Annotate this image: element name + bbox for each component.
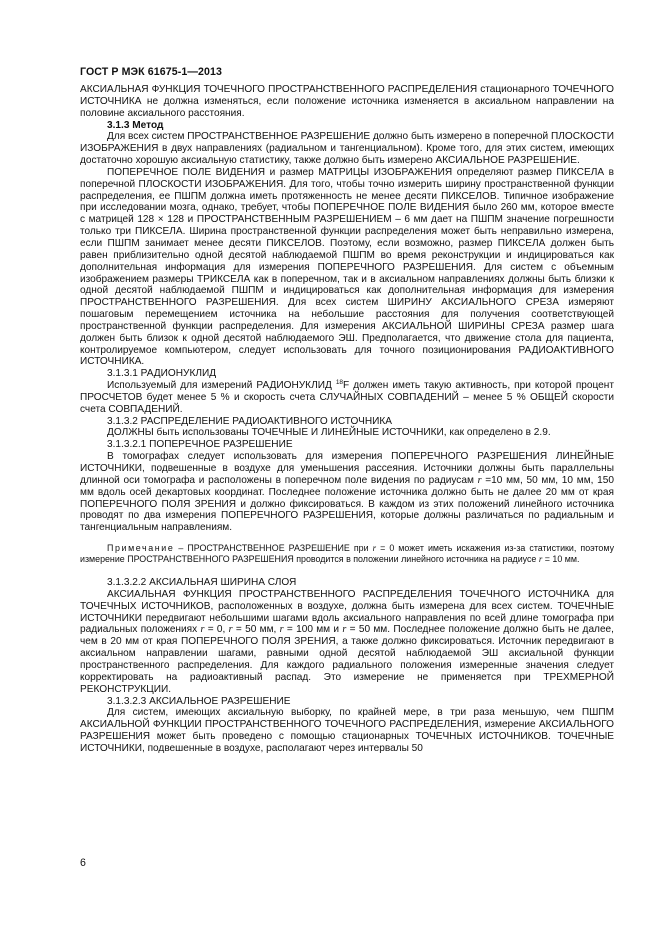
radionuclide-text-before: Используемый для измерений РАДИОНУКЛИД [107, 380, 336, 392]
radius-symbol: r [279, 624, 284, 636]
radius-symbol: r [228, 624, 233, 636]
paragraph-radionuclide-activity [80, 380, 614, 416]
note-label: Примечание [107, 543, 175, 554]
document-header: ГОСТ Р МЭК 61675-1—2013 [80, 66, 223, 78]
axial-text-a: АКСИАЛЬНАЯ ФУНКЦИЯ ПРОСТРАНСТВЕННОГО РАСПРЕДЕЛЕНИЯ ТОЧЕЧНОГО ИСТОЧНИКА для ТОЧЕЧНЫХ ИСТОЧНИКОВ, расположенных в воздухе, должна быть измерена для всех систем. ТОЧЕЧНЫЕ ИСТОЧНИКИ передвигают небольшими шагами вдоль аксиального направления по всей длине томографа при радиальных положениях [80, 588, 614, 636]
radionuclide-text-after: F должен иметь такую активность, при которой процент ПРОСЧЕТОВ будет менее 5 % и скорость счета СЛУЧАЙНЫХ СОВПАДЕНИЙ – менее 5 % ОБЩЕЙ скорости счета СОВПАДЕНИЙ. [80, 380, 614, 415]
radius-symbol: r [372, 543, 377, 554]
spacer [80, 565, 614, 577]
axial-text-e: = 50 мм. Последнее положение должно быть не далее, чем в 20 мм от края ПОПЕРЕЧНОГО ПОЛЯ ЗРЕНИЯ, а также должно фиксироваться. Источник передвигают в аксиальном направлении шагами, равными одной десятой наблюдаемой ЭШ аксиальной функции пространственного распределения. Для каждого радиального положения измеренные значения следует корректировать на радиоактивный распад. Это измерение не применяется при ТРЕХМЕРНОЙ РЕКОНСТРУКЦИИ. [80, 624, 614, 695]
axial-text-d: = 100 мм и [283, 624, 343, 636]
note-text-b: = 0 может иметь искажения из-за статистики, поэтому измерение ПРОСТРАНСТВЕННОГО РАЗРЕШЕНИЯ проводится в положении линейного источника на радиусе [80, 543, 615, 565]
paragraph-axial-sampling: Для систем, имеющих аксиальную выборку, по крайней мере, в три раза меньшую, чем ПШПМ АКСИАЛЬНОЙ ФУНКЦИИ ПРОСТРАНСТВЕННОГО ТОЧЕЧНОГО РАСПРЕДЕЛЕНИЯ, измерение АКСИАЛЬНОГО РАЗРЕШЕНИЯ может быть проведено с помощью стационарных ТОЧЕЧНЫХ ИСТОЧНИКОВ. ТОЧЕЧНЫЕ ИСТОЧНИКИ, подвешенные в воздухе, располагают через интервалы 50 [80, 707, 614, 754]
document-body [80, 84, 614, 755]
note-text-a: – ПРОСТРАНСТВЕННОЕ РАЗРЕШЕНИЕ при [174, 543, 373, 554]
radius-symbol: r [477, 474, 482, 486]
section-heading-3-1-3-2-source-distribution: 3.1.3.2 РАСПРЕДЕЛЕНИЕ РАДИОАКТИВНОГО ИСТОЧНИКА [107, 415, 392, 427]
paragraph-spatial-resolution-directions: Для всех систем ПРОСТРАНСТВЕННОЕ РАЗРЕШЕНИЕ должно быть измерено в поперечной ПЛОСКОСТИ ИЗОБРАЖЕНИЯ в двух направлениях (радиальном и тангенциальном). Кроме того, для этих систем, имеющих достаточно хорошую аксиальную статистику, также должно быть измерено АКСИАЛЬНОЕ РАЗРЕШЕНИЕ. [80, 131, 614, 167]
section-heading-3-1-3-1-radionuclide: 3.1.3.1 РАДИОНУКЛИД [107, 368, 217, 380]
paragraph-point-and-line-sources: ДОЛЖНЫ быть использованы ТОЧЕЧНЫЕ И ЛИНЕЙНЫЕ ИСТОЧНИКИ, как определено в 2.9. [107, 427, 551, 439]
axial-text-b: = 0, [204, 624, 229, 636]
line-sources-text-before: В томографах следует использовать для измерения ПОПЕРЕЧНОГО РАЗРЕШЕНИЯ ЛИНЕЙНЫЕ ИСТОЧНИКИ, подвешенные в воздухе для уменьшения рассеяния. Источники должны быть параллельны длинной оси томографа и расположены в поперечном поле видения по радиусам [80, 451, 614, 486]
paragraph-axial-function-point-sources [80, 589, 614, 696]
note-text-c: = 10 мм. [542, 554, 580, 565]
section-heading-3-1-3-2-2-axial-slice-width: 3.1.3.2.2 АКСИАЛЬНАЯ ШИРИНА СЛОЯ [107, 577, 297, 589]
paragraph-axial-function-continued: АКСИАЛЬНАЯ ФУНКЦИЯ ТОЧЕЧНОГО ПРОСТРАНСТВЕННОГО РАСПРЕДЕЛЕНИЯ стационарного ТОЧЕЧНОГО ИСТОЧНИКА не должна изменяться, если положение источника изменяется в аксиальном направлении на половине аксиального расстояния. [80, 84, 614, 119]
radius-symbol: r [200, 624, 205, 636]
section-heading-3-1-3-2-3-axial-resolution: 3.1.3.2.3 АКСИАЛЬНОЕ РАЗРЕШЕНИЕ [107, 695, 291, 707]
radius-symbol: r [538, 554, 543, 565]
section-heading-3-1-3-method: 3.1.3 Метод [107, 119, 164, 131]
page-number: 6 [80, 857, 86, 869]
note-paragraph [80, 543, 614, 565]
isotope-mass-number: 18 [335, 379, 344, 387]
paragraph-field-of-view-matrix: ПОПЕРЕЧНОЕ ПОЛЕ ВИДЕНИЯ и размер МАТРИЦЫ ИЗОБРАЖЕНИЯ определяют размер ПИКСЕЛА в поперечной ПЛОСКОСТИ ИЗОБРАЖЕНИЯ. Для того, чтобы точно измерить ширину пространственной функции распределения, ее ПШПМ должна иметь протяженность не менее десяти ПИКСЕЛОВ. Типичное изображение при исследовании мозга, однако, требует, чтобы ПОПЕРЕЧНОЕ ПОЛЕ ВИДЕНИЯ было 260 мм, которое вместе с матрицей 128 × 128 и ПРОСТРАНСТВЕННЫМ РАЗРЕШЕНИЕМ – 6 мм дает на ПШПМ значение погрешности только три ПИКСЕЛА. Ширина пространственной функции распределения может быть неправильно измерена, если ПШПМ занимает менее десяти ПИКСЕЛОВ. Поэтому, если возможно, размер ПИКСЕЛА должен быть равен приблизительно одной десятой наблюдаемой ПШПМ во время реконструкции и индицироваться как дополнительная информация для измерения ПОПЕРЕЧНОГО РАЗРЕШЕНИЯ. Для систем с объемным изображением размеры ТРИКСЕЛА как в поперечном, так и в аксиальном направлениях должны быть близки к одной десятой наблюдаемой ПШПМ и индицироваться как дополнительная информация для измерения ПРОСТРАНСТВЕННОГО РАЗРЕШЕНИЯ. Для всех систем ШИРИНУ АКСИАЛЬНОГО СРЕЗА измеряют пошаговым перемещением источника на небольшие расстояния для получения соответствующей пространственной функции распределения. Для измерения АКСИАЛЬНОЙ ШИРИНЫ СРЕЗА размер шага должен быть близок к одной десятой наблюдаемого ЭШ. Предполагается, что движение стола для пациента, контролируемое компьютером, следует использовать для точного позиционирования РАДИОАКТИВНОГО ИСТОЧНИКА. [80, 166, 614, 368]
axial-text-c: = 50 мм, [232, 624, 280, 636]
section-heading-3-1-3-2-1-transverse-resolution: 3.1.3.2.1 ПОПЕРЕЧНОЕ РАЗРЕШЕНИЕ [107, 439, 293, 451]
paragraph-tomograph-line-sources [80, 451, 614, 534]
radius-symbol: r [342, 624, 347, 636]
spacer [80, 534, 614, 543]
line-sources-text-after: =10 мм, 50 мм, 10 мм, 150 мм вдоль осей декартовых координат. Последнее положение источника должно быть не далее 20 мм от края ПОПЕРЕЧНОГО ПОЛЯ ЗРЕНИЯ и должно фиксироваться. В каждом из этих положений линейного источника проводят по два измерения ПОПЕРЕЧНОГО РАЗРЕШЕНИЯ, которые должны различаться по радиальным и тангенциальным направлениям. [80, 474, 614, 534]
